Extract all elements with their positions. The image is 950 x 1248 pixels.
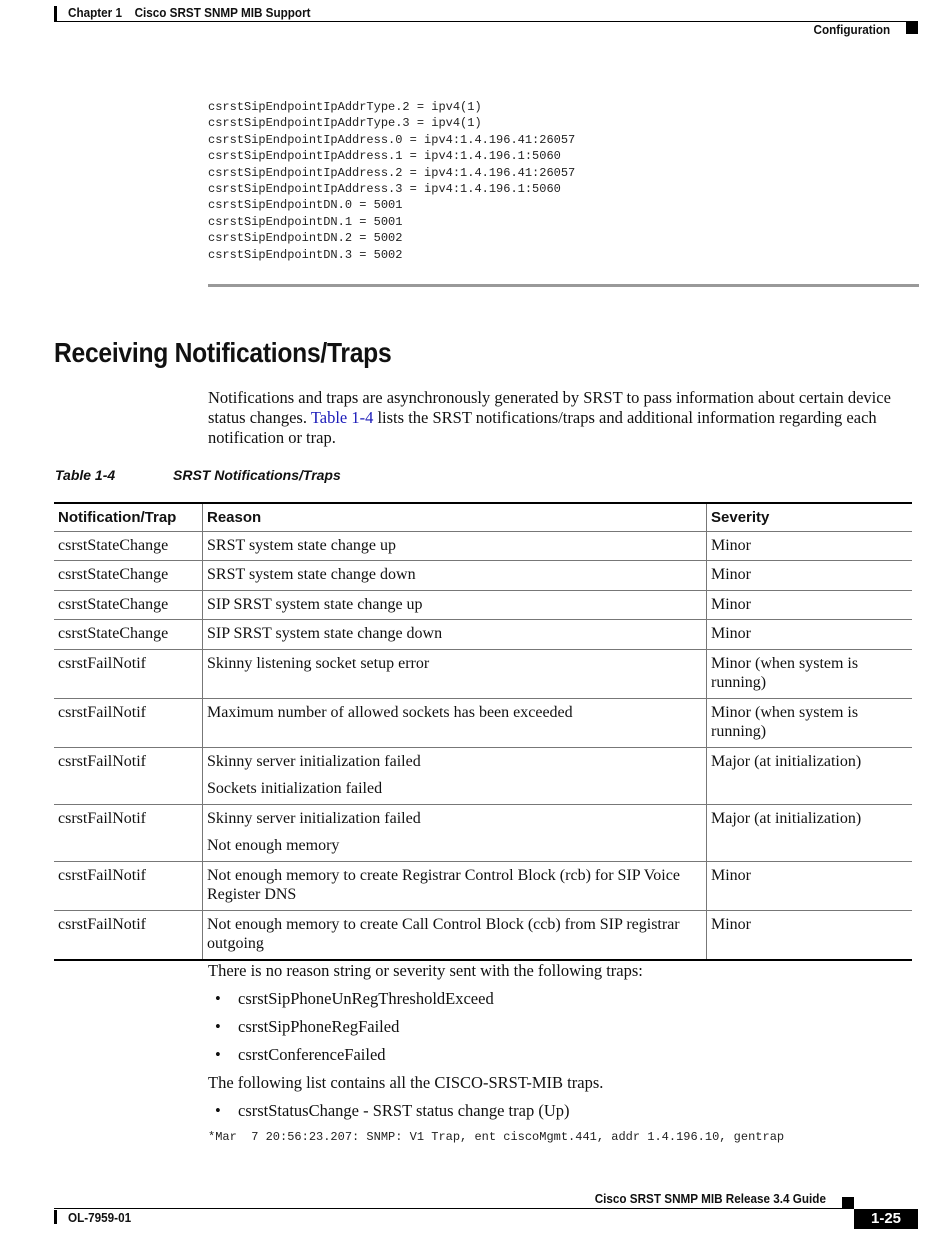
reason-cell xyxy=(203,698,707,747)
bullet-text: csrstSipPhoneRegFailed xyxy=(238,1017,400,1036)
trap-cell: csrstStateChange xyxy=(54,590,203,620)
running-header xyxy=(68,5,311,20)
table-caption-number: Table 1-4 xyxy=(55,467,116,483)
trap-cell: csrstStateChange xyxy=(54,620,203,650)
severity-cell: Major (at initialization) xyxy=(707,747,913,804)
code-line: csrstSipEndpointDN.2 = 5002 xyxy=(208,231,403,246)
code-line: csrstSipEndpointIpAddrType.3 = ipv4(1) xyxy=(208,116,482,131)
footer-rule xyxy=(54,1208,854,1209)
reason-cell xyxy=(203,861,707,910)
reason-text: Skinny listening socket setup error xyxy=(207,654,430,672)
intro-text-end: lists the SRST notifications/traps and additional information regarding each notification or trap. xyxy=(208,408,877,447)
list-intro-paragraph: The following list contains all the CISCO-SRST-MIB traps. xyxy=(208,1073,604,1092)
footer-bar xyxy=(54,1210,57,1224)
mib-trap-item xyxy=(208,1101,569,1121)
table-row xyxy=(54,620,912,650)
header-bar xyxy=(54,6,57,22)
table-row xyxy=(54,698,912,747)
table-row xyxy=(54,649,912,698)
severity-cell: Minor (when system is running) xyxy=(707,698,913,747)
page-number: 1-25 xyxy=(854,1209,918,1229)
reason-detail-text: Not enough memory xyxy=(207,837,340,854)
table-row xyxy=(54,861,912,910)
no-reason-trap-item xyxy=(208,1045,386,1065)
section-heading: Receiving Notifications/Traps xyxy=(54,337,392,368)
reason-text: Maximum number of allowed sockets has been exceeded xyxy=(207,703,573,721)
no-reason-trap-item xyxy=(208,1017,399,1037)
reason-text: Not enough memory to create Registrar Control Block (rcb) for SIP Voice Register DNS xyxy=(207,866,680,903)
table-row xyxy=(54,910,912,960)
severity-cell: Minor (when system is running) xyxy=(707,649,913,698)
doc-number: OL-7959-01 xyxy=(68,1210,132,1225)
guide-title: Cisco SRST SNMP MIB Release 3.4 Guide xyxy=(594,1191,826,1206)
column-header-trap: Notification/Trap xyxy=(54,503,203,531)
trap-cell: csrstFailNotif xyxy=(54,698,203,747)
code-line: csrstSipEndpointIpAddress.3 = ipv4:1.4.196.1:5060 xyxy=(208,182,561,197)
bullet-text: csrstSipPhoneUnRegThresholdExceed xyxy=(238,989,494,1008)
code-line: csrstSipEndpointDN.3 = 5002 xyxy=(208,247,403,262)
bullet-marker: • xyxy=(215,1101,221,1120)
table-caption xyxy=(55,467,341,483)
bullet-marker: • xyxy=(215,989,221,1008)
bullet-text: csrstConferenceFailed xyxy=(238,1045,386,1064)
severity-cell: Minor xyxy=(707,590,913,620)
code-line: csrstSipEndpointIpAddress.2 = ipv4:1.4.196.41:26057 xyxy=(208,165,576,180)
column-header-severity: Severity xyxy=(707,503,913,531)
severity-cell: Major (at initialization) xyxy=(707,804,913,861)
notifications-table xyxy=(54,502,912,961)
code-line: csrstSipEndpointDN.1 = 5001 xyxy=(208,214,403,229)
reason-cell xyxy=(203,804,707,861)
log-line: *Mar 7 20:56:23.207: SNMP: V1 Trap, ent ciscoMgmt.441, addr 1.4.196.10, gentrap xyxy=(208,1130,785,1144)
code-line: csrstSipEndpointDN.0 = 5001 xyxy=(208,198,403,213)
reason-cell xyxy=(203,531,707,561)
severity-cell: Minor xyxy=(707,561,913,591)
bullet-text: csrstStatusChange - SRST status change trap (Up) xyxy=(238,1101,570,1120)
reason-cell xyxy=(203,590,707,620)
intro-paragraph xyxy=(208,388,920,448)
table-row xyxy=(54,531,912,561)
trap-cell: csrstFailNotif xyxy=(54,861,203,910)
severity-cell: Minor xyxy=(707,531,913,561)
severity-cell: Minor xyxy=(707,910,913,960)
reason-text: Skinny server initialization failed xyxy=(207,752,421,770)
bullet-marker: • xyxy=(215,1045,221,1064)
severity-cell: Minor xyxy=(707,620,913,650)
code-line: csrstSipEndpointIpAddress.1 = ipv4:1.4.196.1:5060 xyxy=(208,149,561,164)
table-row xyxy=(54,747,912,804)
reason-text: SRST system state change up xyxy=(207,536,397,554)
chapter-label: Chapter 1 xyxy=(68,5,122,20)
reason-cell xyxy=(203,649,707,698)
reason-cell xyxy=(203,910,707,960)
table-caption-title: SRST Notifications/Traps xyxy=(173,467,341,483)
trap-cell: csrstStateChange xyxy=(54,561,203,591)
code-line: csrstSipEndpointIpAddrType.2 = ipv4(1) xyxy=(208,100,482,114)
reason-detail-text: Sockets initialization failed xyxy=(207,780,383,797)
bullet-marker: • xyxy=(215,1017,221,1036)
code-example-rule xyxy=(208,284,919,287)
trap-cell: csrstFailNotif xyxy=(54,804,203,861)
code-example xyxy=(208,99,575,263)
trap-cell: csrstFailNotif xyxy=(54,747,203,804)
section-label: Configuration xyxy=(813,22,890,37)
reason-text: SIP SRST system state change up xyxy=(207,595,423,613)
reason-cell xyxy=(203,561,707,591)
table-row xyxy=(54,804,912,861)
code-line: csrstSipEndpointIpAddress.0 = ipv4:1.4.196.41:26057 xyxy=(208,132,576,147)
reason-text: Not enough memory to create Call Control Block (ccb) from SIP registrar outgoing xyxy=(207,915,680,952)
reason-text: SRST system state change down xyxy=(207,566,416,583)
intro-text: Notifications and traps are asynchronously generated by SRST to pass information about certain device status changes. xyxy=(208,388,891,427)
table-link[interactable]: Table 1-4 xyxy=(310,408,374,427)
severity-cell: Minor xyxy=(707,861,913,910)
no-reason-trap-item xyxy=(208,989,494,1009)
trap-cell: csrstStateChange xyxy=(54,531,203,561)
table-row xyxy=(54,590,912,620)
trap-cell: csrstFailNotif xyxy=(54,910,203,960)
trap-cell: csrstFailNotif xyxy=(54,649,203,698)
reason-text: SIP SRST system state change down xyxy=(207,625,443,642)
no-reason-paragraph: There is no reason string or severity sent with the following traps: xyxy=(208,961,643,980)
reason-cell xyxy=(203,620,707,650)
header-rule xyxy=(54,21,918,22)
reason-text: Skinny server initialization failed xyxy=(207,809,421,827)
reason-cell xyxy=(203,747,707,804)
table-header-row xyxy=(54,503,912,531)
chapter-title: Cisco SRST SNMP MIB Support xyxy=(134,5,311,20)
header-marker xyxy=(906,22,918,34)
table-row xyxy=(54,561,912,591)
column-header-reason: Reason xyxy=(203,503,707,531)
